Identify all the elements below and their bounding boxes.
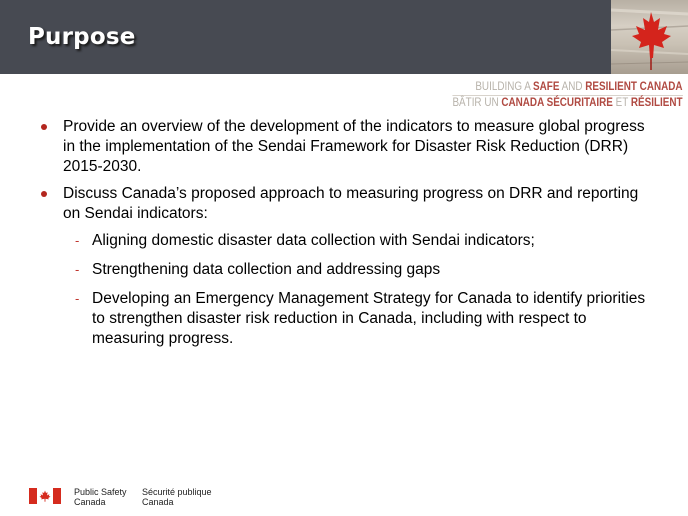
- tagline-en-mid: AND: [559, 81, 586, 93]
- tagline-en: [453, 80, 683, 96]
- tagline-fr: [453, 96, 683, 110]
- org-name-fr: [142, 487, 212, 507]
- tagline-en-prefix: BUILDING A: [475, 81, 534, 93]
- sub-bullet-text: Developing an Emergency Management Strategy for Canada to identify priorities to strengthen disaster risk reduction in Canada, including with respect to measuring progress.: [92, 290, 646, 347]
- sub-bullet-item: [40, 260, 650, 280]
- org-fr-line2: Canada: [142, 497, 174, 507]
- org-name-en: [74, 487, 127, 507]
- bullet-item: [40, 117, 650, 177]
- dash-marker-icon: -: [75, 262, 80, 277]
- org-en-line2: Canada: [74, 497, 106, 507]
- tagline-en-bold1: SAFE: [533, 81, 560, 93]
- tagline-fr-bold2: RÉSILIENT: [631, 97, 683, 109]
- bullet-text: Provide an overview of the development of the indicators to measure global progress in the implementation of the Sendai Framework for Disaster Risk Reduction (DRR) 2015-2030.: [63, 118, 645, 175]
- tagline: [453, 80, 683, 110]
- sub-bullet-text: Aligning domestic disaster data collection with Sendai indicators;: [92, 232, 535, 249]
- title-bar: [0, 0, 611, 74]
- tagline-fr-prefix: BÂTIR UN: [452, 97, 502, 109]
- tagline-fr-mid: ET: [613, 97, 632, 109]
- sub-bullet-item: [40, 231, 650, 251]
- bullet-dot-icon: [41, 124, 47, 130]
- bullet-item: [40, 184, 650, 224]
- sub-bullet-item: [40, 289, 650, 349]
- slide-title: Purpose: [28, 24, 136, 50]
- org-fr-line1: Sécurité publique: [142, 487, 212, 497]
- tagline-en-bold2: RESILIENT CANADA: [585, 81, 683, 93]
- slide-body: [40, 117, 650, 358]
- org-en-line1: Public Safety: [74, 487, 127, 497]
- maple-leaf-photo: [611, 0, 688, 74]
- sub-bullet-text: Strengthening data collection and addressing gaps: [92, 261, 441, 278]
- dash-marker-icon: -: [75, 291, 80, 306]
- tagline-fr-bold1: CANADA SÉCURITAIRE: [501, 97, 614, 109]
- bullet-dot-icon: [41, 191, 47, 197]
- bullet-text: Discuss Canada’s proposed approach to measuring progress on DRR and reporting on Sendai indicators:: [63, 185, 639, 222]
- dash-marker-icon: -: [75, 233, 80, 248]
- canada-flag-icon: [29, 488, 61, 504]
